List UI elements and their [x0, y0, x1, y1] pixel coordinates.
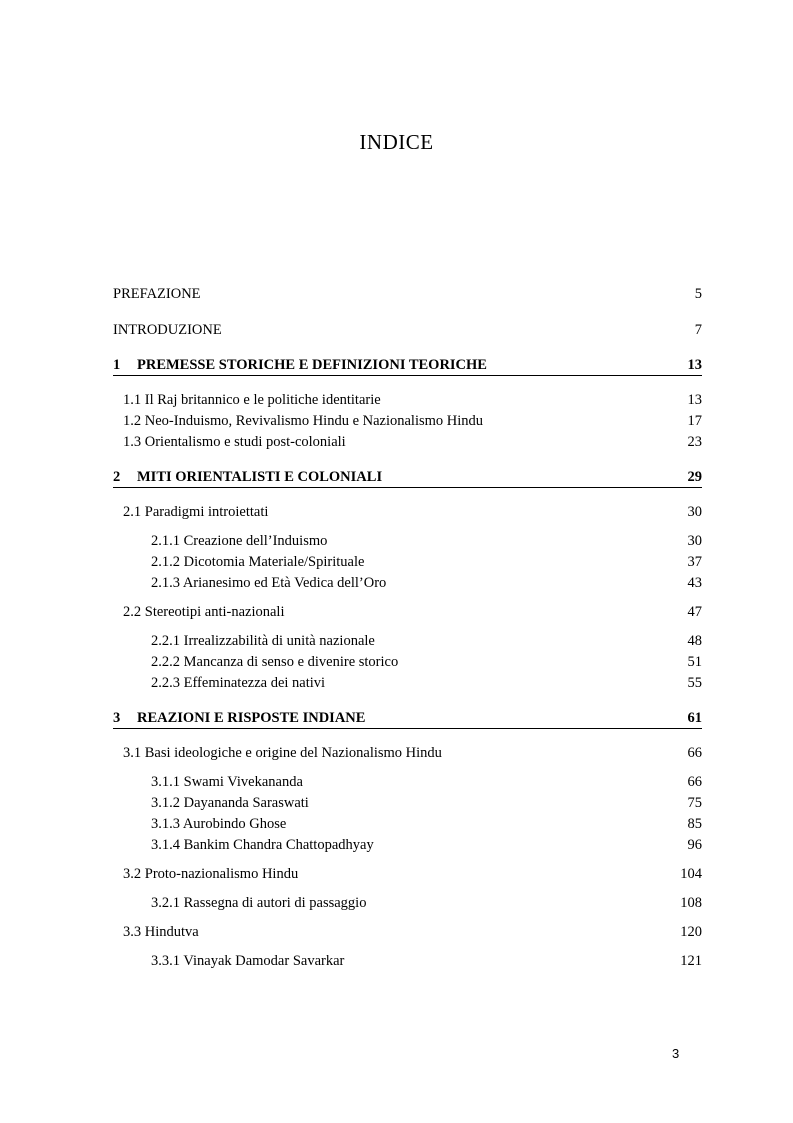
- subsection-number: 2.2.3: [151, 675, 180, 691]
- section-number: 3.1: [123, 745, 142, 761]
- section-title: Stereotipi anti-nazionali: [144, 604, 285, 620]
- toc-subsection-3-1-4[interactable]: [113, 835, 702, 856]
- subsection-title: Bankim Chandra Chattopadhyay: [183, 837, 374, 853]
- toc-entry-page: 55: [687, 675, 702, 691]
- subsection-heading: [151, 951, 344, 972]
- section-number: 3.2: [123, 866, 142, 882]
- section-heading: [123, 743, 442, 764]
- toc-subsection-2-2-2[interactable]: [113, 652, 702, 673]
- subsection-number: 2.2.1: [151, 633, 180, 649]
- section-number: 2.2: [123, 604, 142, 620]
- chapter-heading: [113, 356, 487, 375]
- toc-chapter-3[interactable]: [113, 709, 702, 729]
- section-title: Paradigmi introiettati: [144, 504, 269, 520]
- toc-entry-page: 29: [687, 469, 702, 485]
- toc-entry-introduzione[interactable]: [113, 320, 702, 341]
- chapter-number: 2: [113, 469, 121, 485]
- toc-entry-page: 48: [687, 633, 702, 649]
- toc-entry-page: 13: [687, 392, 702, 408]
- toc-entry-page: 7: [694, 322, 702, 338]
- subsection-heading: [151, 772, 303, 793]
- subsection-title: Effeminatezza dei nativi: [183, 675, 326, 691]
- page-title: INDICE: [359, 130, 434, 154]
- toc-section-1-2[interactable]: [113, 411, 702, 432]
- toc-entry-page: 30: [687, 504, 702, 520]
- toc-section-1-3[interactable]: [113, 432, 702, 453]
- section-number: 3.3: [123, 924, 142, 940]
- toc-entry-page: 108: [680, 895, 702, 911]
- toc-entry-page: 85: [687, 816, 702, 832]
- subsection-number: 2.1.3: [151, 575, 180, 591]
- subsection-heading: [151, 893, 366, 914]
- section-heading: [123, 432, 346, 453]
- toc-entry-page: 51: [687, 654, 702, 670]
- section-heading: [123, 411, 483, 432]
- section-title: Orientalismo e studi post-coloniali: [144, 434, 346, 450]
- section-heading: [123, 502, 268, 523]
- subsection-title: Arianesimo ed Età Vedica dell’Oro: [182, 575, 387, 591]
- subsection-title: Dicotomia Materiale/Spirituale: [183, 554, 365, 570]
- subsection-number: 2.2.2: [151, 654, 180, 670]
- subsection-title: Aurobindo Ghose: [182, 816, 287, 832]
- chapter-title: PREMESSE STORICHE E DEFINIZIONI TEORICHE: [137, 357, 487, 373]
- toc-subsection-2-1-1[interactable]: [113, 531, 702, 552]
- toc-entry-page: 47: [687, 604, 702, 620]
- subsection-heading: [151, 552, 364, 573]
- subsection-number: 3.1.1: [151, 774, 180, 790]
- page-number: 3: [672, 1046, 680, 1061]
- subsection-title: Vinayak Damodar Savarkar: [183, 953, 345, 969]
- toc-chapter-1[interactable]: [113, 356, 702, 376]
- toc-entry-page: 23: [687, 434, 702, 450]
- section-title: Neo-Induismo, Revivalismo Hindu e Nazionalismo Hindu: [144, 413, 484, 429]
- toc-entry-prefazione[interactable]: [113, 284, 702, 305]
- chapter-number: 1: [113, 357, 121, 373]
- toc-subsection-3-1-1[interactable]: [113, 772, 702, 793]
- toc-entry-page: 66: [687, 774, 702, 790]
- subsection-number: 3.1.2: [151, 795, 180, 811]
- toc-section-3-1[interactable]: [113, 743, 702, 764]
- chapter-number: 3: [113, 710, 121, 726]
- subsection-heading: [151, 835, 374, 856]
- toc-entry-title: PREFAZIONE: [113, 286, 201, 302]
- section-title: Basi ideologiche e origine del Nazionalismo Hindu: [144, 745, 442, 761]
- chapter-title: MITI ORIENTALISTI E COLONIALI: [137, 469, 383, 485]
- toc-section-1-1[interactable]: [113, 390, 702, 411]
- subsection-title: Swami Vivekananda: [183, 774, 303, 790]
- toc-entry-page: 37: [687, 554, 702, 570]
- subsection-heading: [151, 814, 286, 835]
- toc-subsection-3-3-1[interactable]: [113, 951, 702, 972]
- section-heading: [123, 864, 298, 885]
- toc-chapter-2[interactable]: [113, 468, 702, 488]
- toc-entry-title: INTRODUZIONE: [113, 322, 222, 338]
- table-of-contents: [113, 284, 702, 972]
- chapter-heading: [113, 468, 382, 487]
- subsection-number: 3.3.1: [151, 953, 180, 969]
- subsection-title: Dayananda Saraswati: [183, 795, 309, 811]
- toc-section-3-3[interactable]: [113, 922, 702, 943]
- toc-entry-page: 104: [680, 866, 702, 882]
- subsection-heading: [151, 531, 327, 552]
- toc-section-2-1[interactable]: [113, 502, 702, 523]
- chapter-title: REAZIONI E RISPOSTE INDIANE: [137, 710, 366, 726]
- section-number: 1.3: [123, 434, 142, 450]
- toc-entry-page: 30: [687, 533, 702, 549]
- toc-entry-page: 121: [680, 953, 702, 969]
- toc-section-3-2[interactable]: [113, 864, 702, 885]
- section-number: 1.1: [123, 392, 142, 408]
- toc-subsection-3-2-1[interactable]: [113, 893, 702, 914]
- chapter-heading: [113, 709, 365, 728]
- subsection-number: 2.1.2: [151, 554, 180, 570]
- subsection-heading: [151, 631, 375, 652]
- toc-subsection-2-2-3[interactable]: [113, 673, 702, 694]
- subsection-number: 3.1.3: [151, 816, 180, 832]
- toc-entry-page: 96: [687, 837, 702, 853]
- toc-entry-page: 43: [687, 575, 702, 591]
- subsection-number: 3.1.4: [151, 837, 180, 853]
- toc-subsection-2-1-3[interactable]: [113, 573, 702, 594]
- subsection-title: Creazione dell’Induismo: [183, 533, 328, 549]
- subsection-heading: [151, 652, 398, 673]
- toc-subsection-3-1-2[interactable]: [113, 793, 702, 814]
- section-number: 1.2: [123, 413, 142, 429]
- subsection-number: 2.1.1: [151, 533, 180, 549]
- subsection-heading: [151, 673, 325, 694]
- toc-entry-page: 13: [687, 357, 702, 373]
- toc-entry-page: 5: [694, 286, 702, 302]
- section-number: 2.1: [123, 504, 142, 520]
- subsection-title: Irrealizzabilità di unità nazionale: [183, 633, 375, 649]
- section-title: Proto-nazionalismo Hindu: [144, 866, 299, 882]
- section-title: Il Raj britannico e le politiche identitarie: [144, 392, 381, 408]
- toc-section-2-2[interactable]: [113, 602, 702, 623]
- section-heading: [123, 390, 381, 411]
- subsection-heading: [151, 793, 309, 814]
- toc-entry-page: 61: [687, 710, 702, 726]
- toc-entry-page: 120: [680, 924, 702, 940]
- toc-subsection-3-1-3[interactable]: [113, 814, 702, 835]
- section-heading: [123, 922, 199, 943]
- subsection-title: Mancanza di senso e divenire storico: [183, 654, 399, 670]
- toc-entry-page: 17: [687, 413, 702, 429]
- toc-entry-page: 75: [687, 795, 702, 811]
- subsection-title: Rassegna di autori di passaggio: [183, 895, 367, 911]
- toc-subsection-2-1-2[interactable]: [113, 552, 702, 573]
- subsection-heading: [151, 573, 386, 594]
- section-heading: [123, 602, 284, 623]
- section-title: Hindutva: [144, 924, 199, 940]
- subsection-number: 3.2.1: [151, 895, 180, 911]
- toc-entry-page: 66: [687, 745, 702, 761]
- toc-subsection-2-2-1[interactable]: [113, 631, 702, 652]
